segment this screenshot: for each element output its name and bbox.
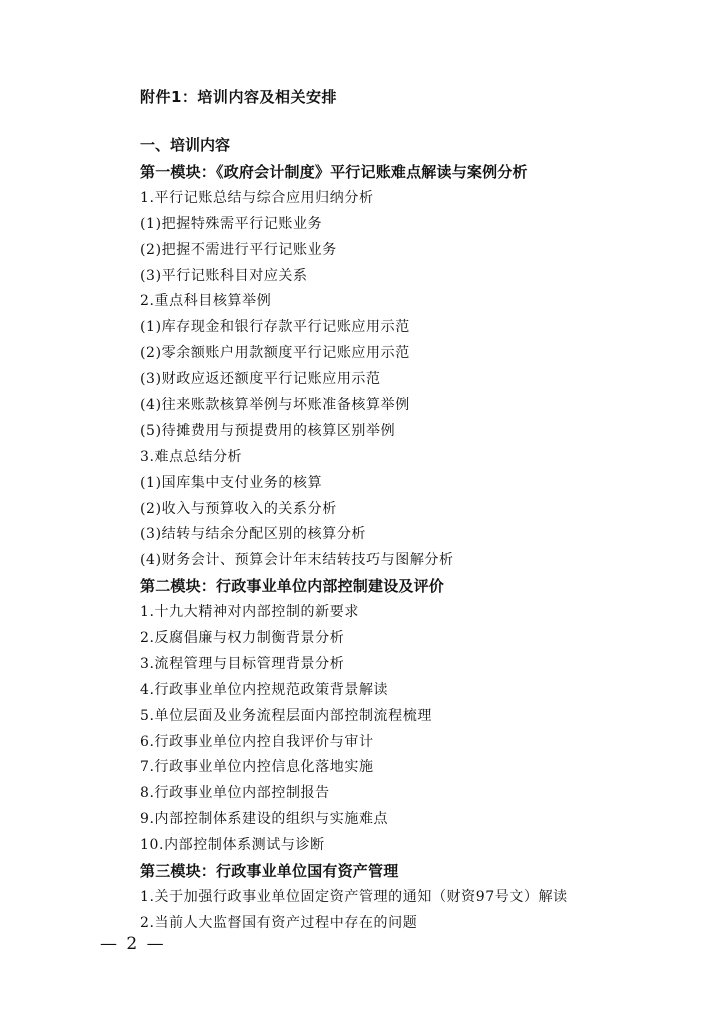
list-item: (5)待摊费用与预提费用的核算区别举例 xyxy=(140,422,396,439)
list-item: (1)库存现金和银行存款平行记账应用示范 xyxy=(140,319,410,336)
attachment-title: 附件1：培训内容及相关安排 xyxy=(140,88,337,106)
list-item: (2)收入与预算收入的关系分析 xyxy=(140,500,337,517)
list-item: 1.十九大精神对内部控制的新要求 xyxy=(140,604,359,621)
list-item: 8.行政事业单位内部控制报告 xyxy=(140,785,330,802)
section-heading: 一、培训内容 xyxy=(140,136,231,154)
training-content-list xyxy=(140,160,700,937)
page-number: — 2 — xyxy=(100,934,166,954)
module-heading: 第二模块：行政事业单位内部控制建设及评价 xyxy=(140,577,445,596)
list-item: 2.重点科目核算举例 xyxy=(140,293,272,310)
list-item: 2.当前人大监督国有资产过程中存在的问题 xyxy=(140,914,418,931)
module-heading: 第三模块：行政事业单位国有资产管理 xyxy=(140,862,399,881)
list-item: (1)国库集中支付业务的核算 xyxy=(140,474,323,491)
module-heading: 第一模块：《政府会计制度》平行记账难点解读与案例分析 xyxy=(140,163,528,181)
list-item: 5.单位层面及业务流程层面内部控制流程梳理 xyxy=(140,707,432,724)
list-item: 6.行政事业单位内控自我评价与审计 xyxy=(140,733,374,750)
list-item: (2)零余额账户用款额度平行记账应用示范 xyxy=(140,345,410,362)
list-item: 1.关于加强行政事业单位固定资产管理的通知（财资97号文）解读 xyxy=(140,888,568,905)
list-item: 7.行政事业单位内控信息化落地实施 xyxy=(140,759,374,776)
list-item: (3)平行记账科目对应关系 xyxy=(140,267,308,284)
list-item: 2.反腐倡廉与权力制衡背景分析 xyxy=(140,630,345,647)
list-item: (4)往来账款核算举例与坏账准备核算举例 xyxy=(140,397,410,414)
list-item: (1)把握特殊需平行记账业务 xyxy=(140,215,323,232)
list-item: 3.流程管理与目标管理背景分析 xyxy=(140,655,345,672)
list-item: 9.内部控制体系建设的组织与实施难点 xyxy=(140,811,389,828)
list-item: (2)把握不需进行平行记账业务 xyxy=(140,241,337,258)
list-item: 10.内部控制体系测试与诊断 xyxy=(140,837,325,854)
list-item: (3)财政应返还额度平行记账应用示范 xyxy=(140,371,381,388)
list-item: 4.行政事业单位内控规范政策背景解读 xyxy=(140,681,389,698)
list-item: (3)结转与结余分配区别的核算分析 xyxy=(140,526,367,543)
list-item: 1.平行记账总结与综合应用归纳分析 xyxy=(140,189,374,206)
list-item: (4)财务会计、预算会计年末结转技巧与图解分析 xyxy=(140,552,454,569)
list-item: 3.难点总结分析 xyxy=(140,448,243,465)
